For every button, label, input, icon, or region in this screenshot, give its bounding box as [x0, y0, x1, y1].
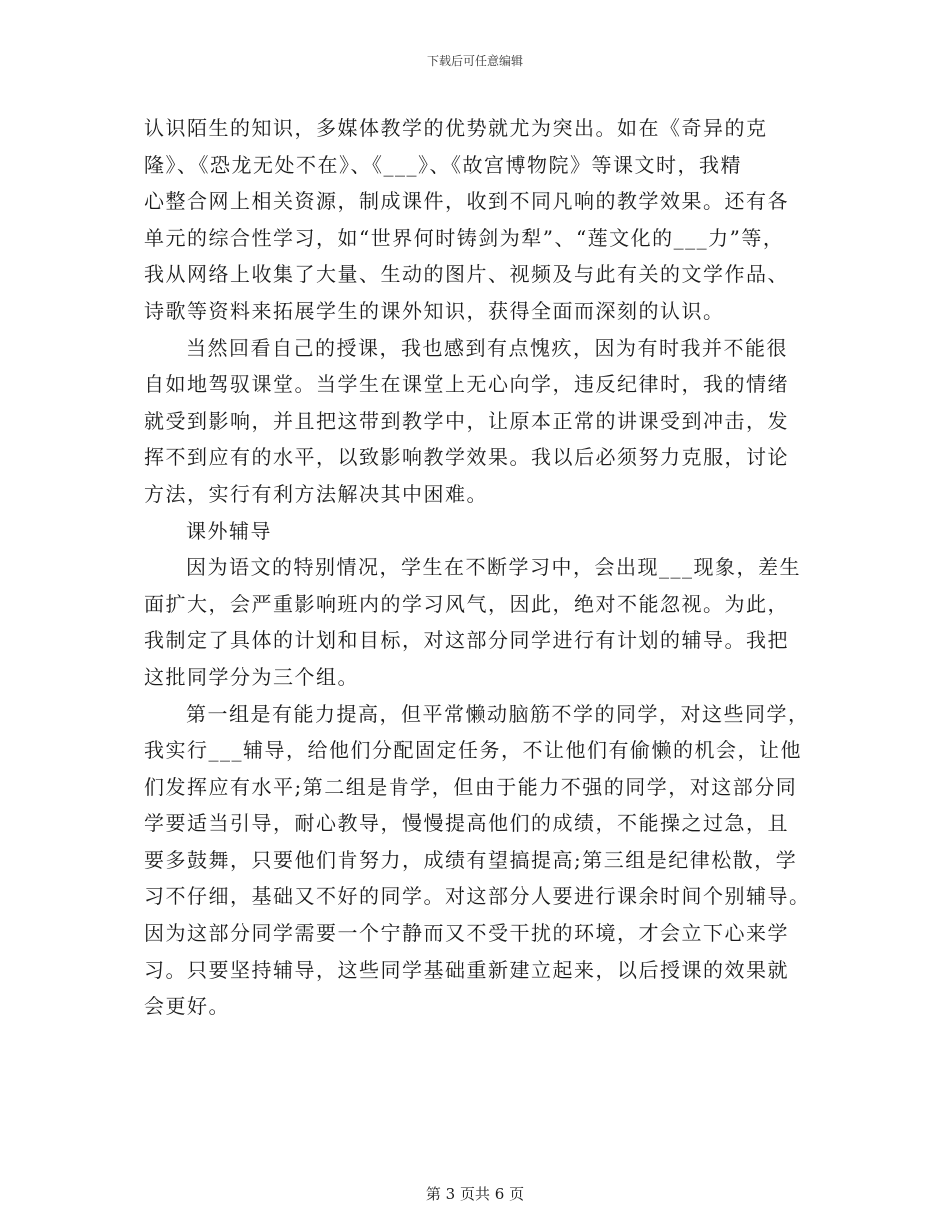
text-line: 第一组是有能力提高，但平常懒动脑筋不学的同学，对这些同学，: [186, 701, 810, 726]
paragraph: [144, 330, 824, 513]
text-line: 学要适当引导，耐心教导，慢慢提高他们的成绩，不能操之过急，且: [144, 811, 789, 836]
text-line: 面扩大，会严重影响班内的学习风气，因此，绝对不能忽视。为此，: [144, 591, 789, 616]
paragraph: [144, 110, 824, 330]
document-body: [144, 110, 824, 1025]
text-line: 诗歌等资料来拓展学生的课外知识，获得全面而深刻的认识。: [144, 298, 725, 323]
text-line: 隆》、《恐龙无处不在》、《___》、《故宫博物院》等课文时，我精: [144, 152, 742, 177]
page-number: 第 3 页共 6 页: [425, 1185, 525, 1203]
paragraph: [144, 549, 824, 695]
text-line: 当然回看自己的授课，我也感到有点愧疚，因为有时我并不能很: [186, 335, 788, 360]
text-line: 单元的综合性学习，如“世界何时铸剑为犁”、“莲文化的___力”等，: [144, 225, 785, 250]
text-line: 心整合网上相关资源，制成课件，收到不同凡响的教学效果。还有各: [144, 189, 789, 214]
text-line: 我实行___辅导，给他们分配固定任务，不让他们有偷懒的机会，让他: [144, 738, 802, 763]
paragraph: [144, 696, 824, 1025]
text-line: 挥不到应有的水平，以致影响教学效果。我以后必须努力克服，讨论: [144, 445, 789, 470]
text-line: 就受到影响，并且把这带到教学中，让原本正常的讲课受到冲击，发: [144, 408, 789, 433]
text-line: 这批同学分为三个组。: [144, 664, 359, 689]
text-line: 认识陌生的知识，多媒体教学的优势就尤为突出。如在《奇异的克: [144, 116, 768, 140]
text-line: 方法，实行有利方法解决其中困难。: [144, 481, 488, 506]
text-line: 习。只要坚持辅导，这些同学基础重新建立起来，以后授课的效果就: [144, 957, 789, 982]
text-line: 因为这部分同学需要一个宁静而又不受干扰的环境，才会立下心来学: [144, 921, 789, 946]
text-line: 习不仔细，基础又不好的同学。对这部分人要进行课余时间个别辅导。: [144, 884, 811, 909]
text-line: 我从网络上收集了大量、生动的图片、视频及与此有关的文学作品、: [144, 262, 789, 287]
text-line: 自如地驾驭课堂。当学生在课堂上无心向学，违反纪律时，我的情绪: [144, 372, 789, 397]
text-line: 要多鼓舞，只要他们肯努力，成绩有望搞提高;第三组是纪律松散，学: [144, 847, 798, 872]
page-header: 下载后可任意编辑: [426, 54, 523, 68]
text-line: 因为语文的特别情况，学生在不断学习中，会出现___现象，差生: [186, 555, 801, 580]
text-line: 我制定了具体的计划和目标，对这部分同学进行有计划的辅导。我把: [144, 628, 789, 653]
text-line: 们发挥应有水平;第二组是肯学，但由于能力不强的同学，对这部分同: [144, 774, 798, 799]
text-line: 会更好。: [144, 994, 230, 1019]
section-heading: 课外辅导: [186, 518, 272, 543]
